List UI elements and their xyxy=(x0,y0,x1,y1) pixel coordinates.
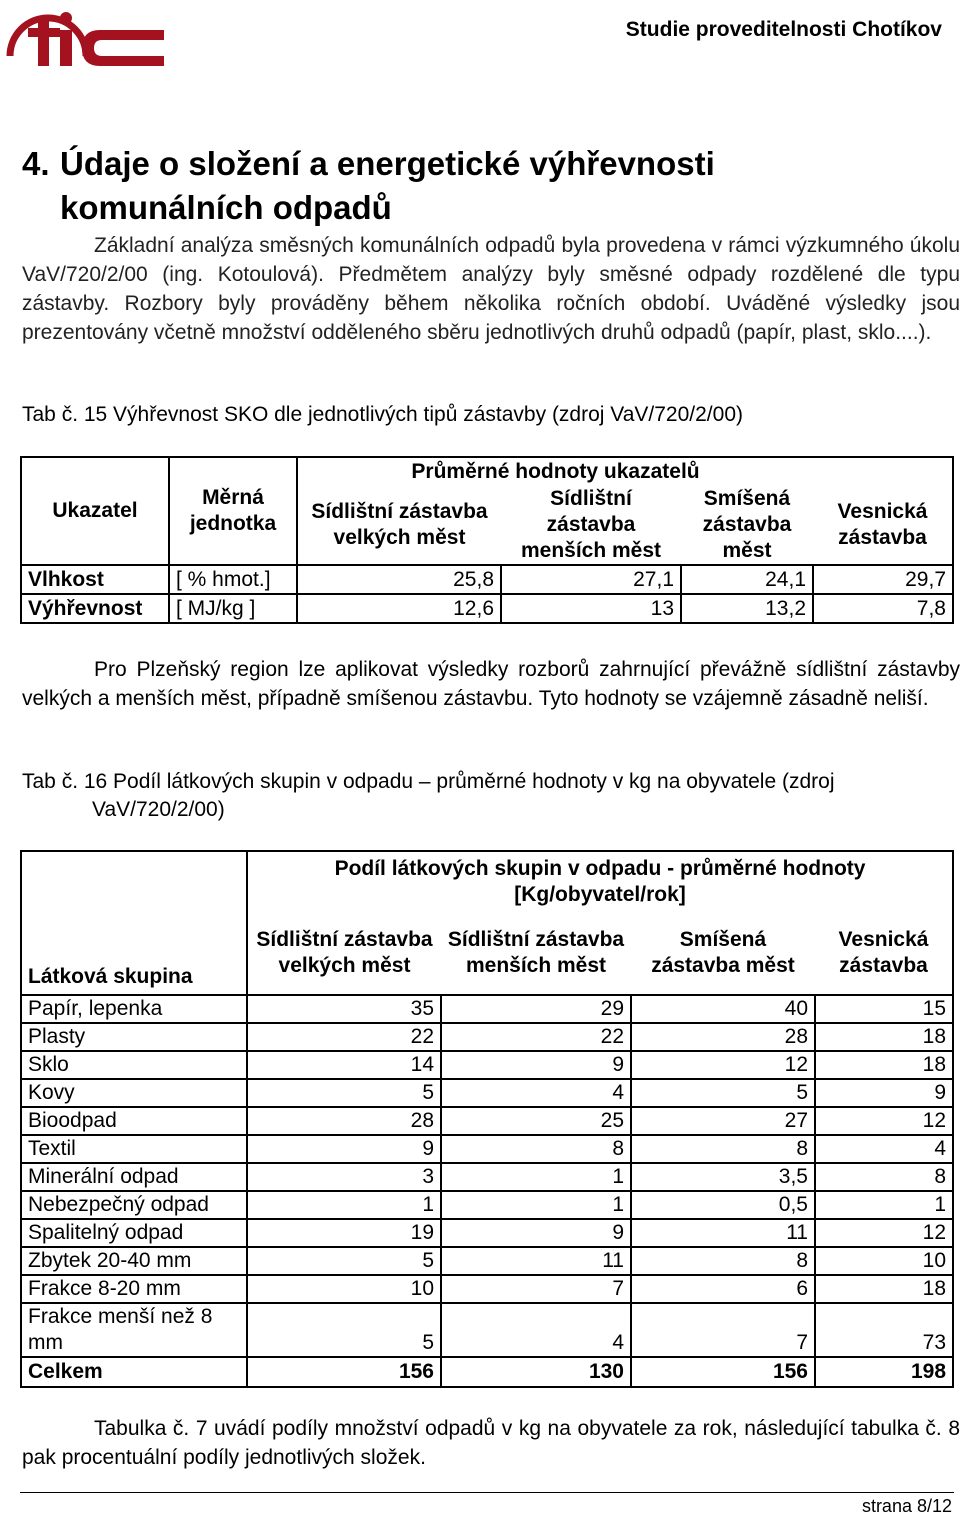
table16-caption-line1: Tab č. 16 Podíl látkových skupin v odpadu – průměrné hodnoty v kg na obyvatele (zdroj xyxy=(22,770,835,793)
table-row xyxy=(21,1135,953,1163)
t16-cell-mixed: 0,5 xyxy=(631,1191,815,1219)
t16-cell-small: 11 xyxy=(441,1247,631,1275)
table-row xyxy=(21,995,953,1023)
t16-cell-village: 12 xyxy=(815,1219,953,1247)
t16-cell-large: 5 xyxy=(247,1079,441,1107)
t15-cell-mixed: 24,1 xyxy=(681,565,813,594)
t16-header-large: Sídlištní zástavba velkých měst xyxy=(247,911,441,995)
t15-cell-large: 12,6 xyxy=(297,594,501,623)
t16-cell-mixed: 6 xyxy=(631,1275,815,1303)
section-title-line2: komunálních odpadů xyxy=(60,189,392,226)
section-number: 4. xyxy=(22,145,50,182)
t16-cell-small: 7 xyxy=(441,1275,631,1303)
t16-cell-village: 10 xyxy=(815,1247,953,1275)
t15-group-header: Průměrné hodnoty ukazatelů xyxy=(297,457,813,485)
t16-cell-mixed: 5 xyxy=(631,1079,815,1107)
t15-header-large: Sídlištní zástavba velkých měst xyxy=(297,485,501,565)
t16-total-village: 198 xyxy=(815,1357,953,1387)
section-heading xyxy=(22,142,942,230)
t15-row-unit: [ % hmot.] xyxy=(169,565,297,594)
t16-body xyxy=(21,995,953,1357)
t15-header-indicator: Ukazatel xyxy=(21,457,169,565)
t16-cell-mixed: 7 xyxy=(631,1303,815,1357)
table-row xyxy=(21,594,953,623)
t15-cell-large: 25,8 xyxy=(297,565,501,594)
t16-cell-mixed: 3,5 xyxy=(631,1163,815,1191)
t16-cell-large: 19 xyxy=(247,1219,441,1247)
t16-cell-small: 8 xyxy=(441,1135,631,1163)
t16-total-mixed: 156 xyxy=(631,1357,815,1387)
t16-row-name: Zbytek 20-40 mm xyxy=(21,1247,247,1275)
intro-paragraph xyxy=(22,231,960,347)
t16-row-name: Bioodpad xyxy=(21,1107,247,1135)
t16-row-name: Textil xyxy=(21,1135,247,1163)
closing-paragraph-text: Tabulka č. 7 uvádí podíly množství odpadů v kg na obyvatele za rok, následující tabulka č. 8 pak procentuální podíly jednotlivých složek. xyxy=(22,1417,960,1469)
t16-cell-large: 28 xyxy=(247,1107,441,1135)
t16-cell-large: 22 xyxy=(247,1023,441,1051)
t15-header-mixed: Smíšená zástavba měst xyxy=(681,485,813,565)
footer-divider xyxy=(20,1492,954,1493)
document-header-title: Studie proveditelnosti Chotíkov xyxy=(625,18,942,41)
table-row xyxy=(21,1219,953,1247)
t16-cell-small: 4 xyxy=(441,1303,631,1357)
t16-cell-large: 3 xyxy=(247,1163,441,1191)
t16-cell-village: 18 xyxy=(815,1023,953,1051)
table-total-row xyxy=(21,1357,953,1387)
t15-header-village: Vesnická zástavba xyxy=(813,485,953,565)
t16-cell-large: 9 xyxy=(247,1135,441,1163)
t16-row-name: Plasty xyxy=(21,1023,247,1051)
t16-row-name: Frakce menší než 8 mm xyxy=(21,1303,247,1357)
table-row xyxy=(21,1023,953,1051)
t16-cell-mixed: 28 xyxy=(631,1023,815,1051)
t16-cell-village: 18 xyxy=(815,1275,953,1303)
table-row xyxy=(21,1051,953,1079)
t16-row-name: Sklo xyxy=(21,1051,247,1079)
closing-paragraph xyxy=(22,1414,960,1472)
table-row xyxy=(21,1163,953,1191)
t16-row-name: Minerální odpad xyxy=(21,1163,247,1191)
page-number: strana 8/12 xyxy=(861,1496,952,1516)
t15-header-unit: Měrná jednotka xyxy=(169,457,297,565)
t16-total-large: 156 xyxy=(247,1357,441,1387)
region-paragraph-text: Pro Plzeňský region lze aplikovat výsledky rozborů zahrnující převážně sídlištní zástavby velkých a menších měst, případně smíšenou zástavbu. Tyto hodnoty se vzájemně zásadně neliší. xyxy=(22,658,960,710)
t16-header-village: Vesnická zástavba xyxy=(815,911,953,995)
t16-cell-mixed: 8 xyxy=(631,1135,815,1163)
table-row xyxy=(21,1107,953,1135)
t16-header-group: Látková skupina xyxy=(21,851,247,995)
table-row xyxy=(21,1079,953,1107)
t15-header-small: Sídlištní zástavba menších měst xyxy=(501,485,681,565)
t16-cell-small: 9 xyxy=(441,1219,631,1247)
t15-cell-mixed: 13,2 xyxy=(681,594,813,623)
table16-caption xyxy=(22,768,942,824)
t16-group-header xyxy=(247,851,953,911)
t16-cell-mixed: 40 xyxy=(631,995,815,1023)
t16-cell-small: 1 xyxy=(441,1191,631,1219)
t16-row-name: Papír, lepenka xyxy=(21,995,247,1023)
table-row xyxy=(21,1303,953,1357)
t15-row-unit: [ MJ/kg ] xyxy=(169,594,297,623)
t15-cell-village: 7,8 xyxy=(813,594,953,623)
t15-row-name: Výhřevnost xyxy=(21,594,169,623)
t16-cell-large: 5 xyxy=(247,1247,441,1275)
table-row xyxy=(21,1247,953,1275)
t16-cell-large: 1 xyxy=(247,1191,441,1219)
t16-total-small: 130 xyxy=(441,1357,631,1387)
t16-group-header-line2: [Kg/obyvatel/rok] xyxy=(514,882,686,906)
t16-cell-village: 18 xyxy=(815,1051,953,1079)
table-row xyxy=(21,565,953,594)
table15-caption: Tab č. 15 Výhřevnost SKO dle jednotlivých tipů zástavby (zdroj VaV/720/2/00) xyxy=(22,403,743,426)
t16-cell-village: 9 xyxy=(815,1079,953,1107)
t15-cell-small: 27,1 xyxy=(501,565,681,594)
company-logo xyxy=(4,4,168,70)
t16-cell-small: 9 xyxy=(441,1051,631,1079)
table-row xyxy=(21,1275,953,1303)
t16-cell-large: 10 xyxy=(247,1275,441,1303)
t16-cell-village: 1 xyxy=(815,1191,953,1219)
t16-cell-large: 5 xyxy=(247,1303,441,1357)
t16-cell-village: 15 xyxy=(815,995,953,1023)
t16-cell-small: 4 xyxy=(441,1079,631,1107)
t16-cell-village: 4 xyxy=(815,1135,953,1163)
t16-header-small: Sídlištní zástavba menších měst xyxy=(441,911,631,995)
t16-row-name: Kovy xyxy=(21,1079,247,1107)
t16-row-name: Spalitelný odpad xyxy=(21,1219,247,1247)
t16-cell-mixed: 8 xyxy=(631,1247,815,1275)
table16-caption-line2: VaV/720/2/00) xyxy=(92,798,225,821)
t16-total-name: Celkem xyxy=(21,1357,247,1387)
t15-cell-small: 13 xyxy=(501,594,681,623)
t16-cell-small: 1 xyxy=(441,1163,631,1191)
t16-cell-large: 14 xyxy=(247,1051,441,1079)
heat-value-table xyxy=(20,456,954,624)
t16-cell-mixed: 12 xyxy=(631,1051,815,1079)
t16-row-name: Nebezpečný odpad xyxy=(21,1191,247,1219)
t16-cell-village: 73 xyxy=(815,1303,953,1357)
t16-cell-large: 35 xyxy=(247,995,441,1023)
t15-row-name: Vlhkost xyxy=(21,565,169,594)
t16-header-mixed: Smíšená zástavba měst xyxy=(631,911,815,995)
t16-cell-small: 25 xyxy=(441,1107,631,1135)
t16-group-header-line1: Podíl látkových skupin v odpadu - průměrné hodnoty xyxy=(334,856,866,880)
intro-paragraph-text: Základní analýza směsných komunálních odpadů byla provedena v rámci výzkumného úkolu VaV/720/2/00 (ing. Kotoulová). Předmětem analýzy byly směsné odpady rozdělené dle typu zástavby. Rozbory byly prováděny během několika ročních období. Uváděné výsledky jsou prezentovány včetně množství odděleného sběru jednotlivých druhů odpadů (papír, plast, sklo....). xyxy=(22,234,960,344)
t16-cell-village: 12 xyxy=(815,1107,953,1135)
waste-composition-table xyxy=(20,850,954,1388)
t16-cell-mixed: 11 xyxy=(631,1219,815,1247)
t15-cell-village: 29,7 xyxy=(813,565,953,594)
t16-cell-small: 29 xyxy=(441,995,631,1023)
t16-cell-village: 8 xyxy=(815,1163,953,1191)
table-row xyxy=(21,1191,953,1219)
t16-row-name: Frakce 8-20 mm xyxy=(21,1275,247,1303)
section-title-line1: Údaje o složení a energetické výhřevnosti xyxy=(60,145,715,182)
t16-cell-mixed: 27 xyxy=(631,1107,815,1135)
region-paragraph xyxy=(22,655,960,713)
t16-cell-small: 22 xyxy=(441,1023,631,1051)
